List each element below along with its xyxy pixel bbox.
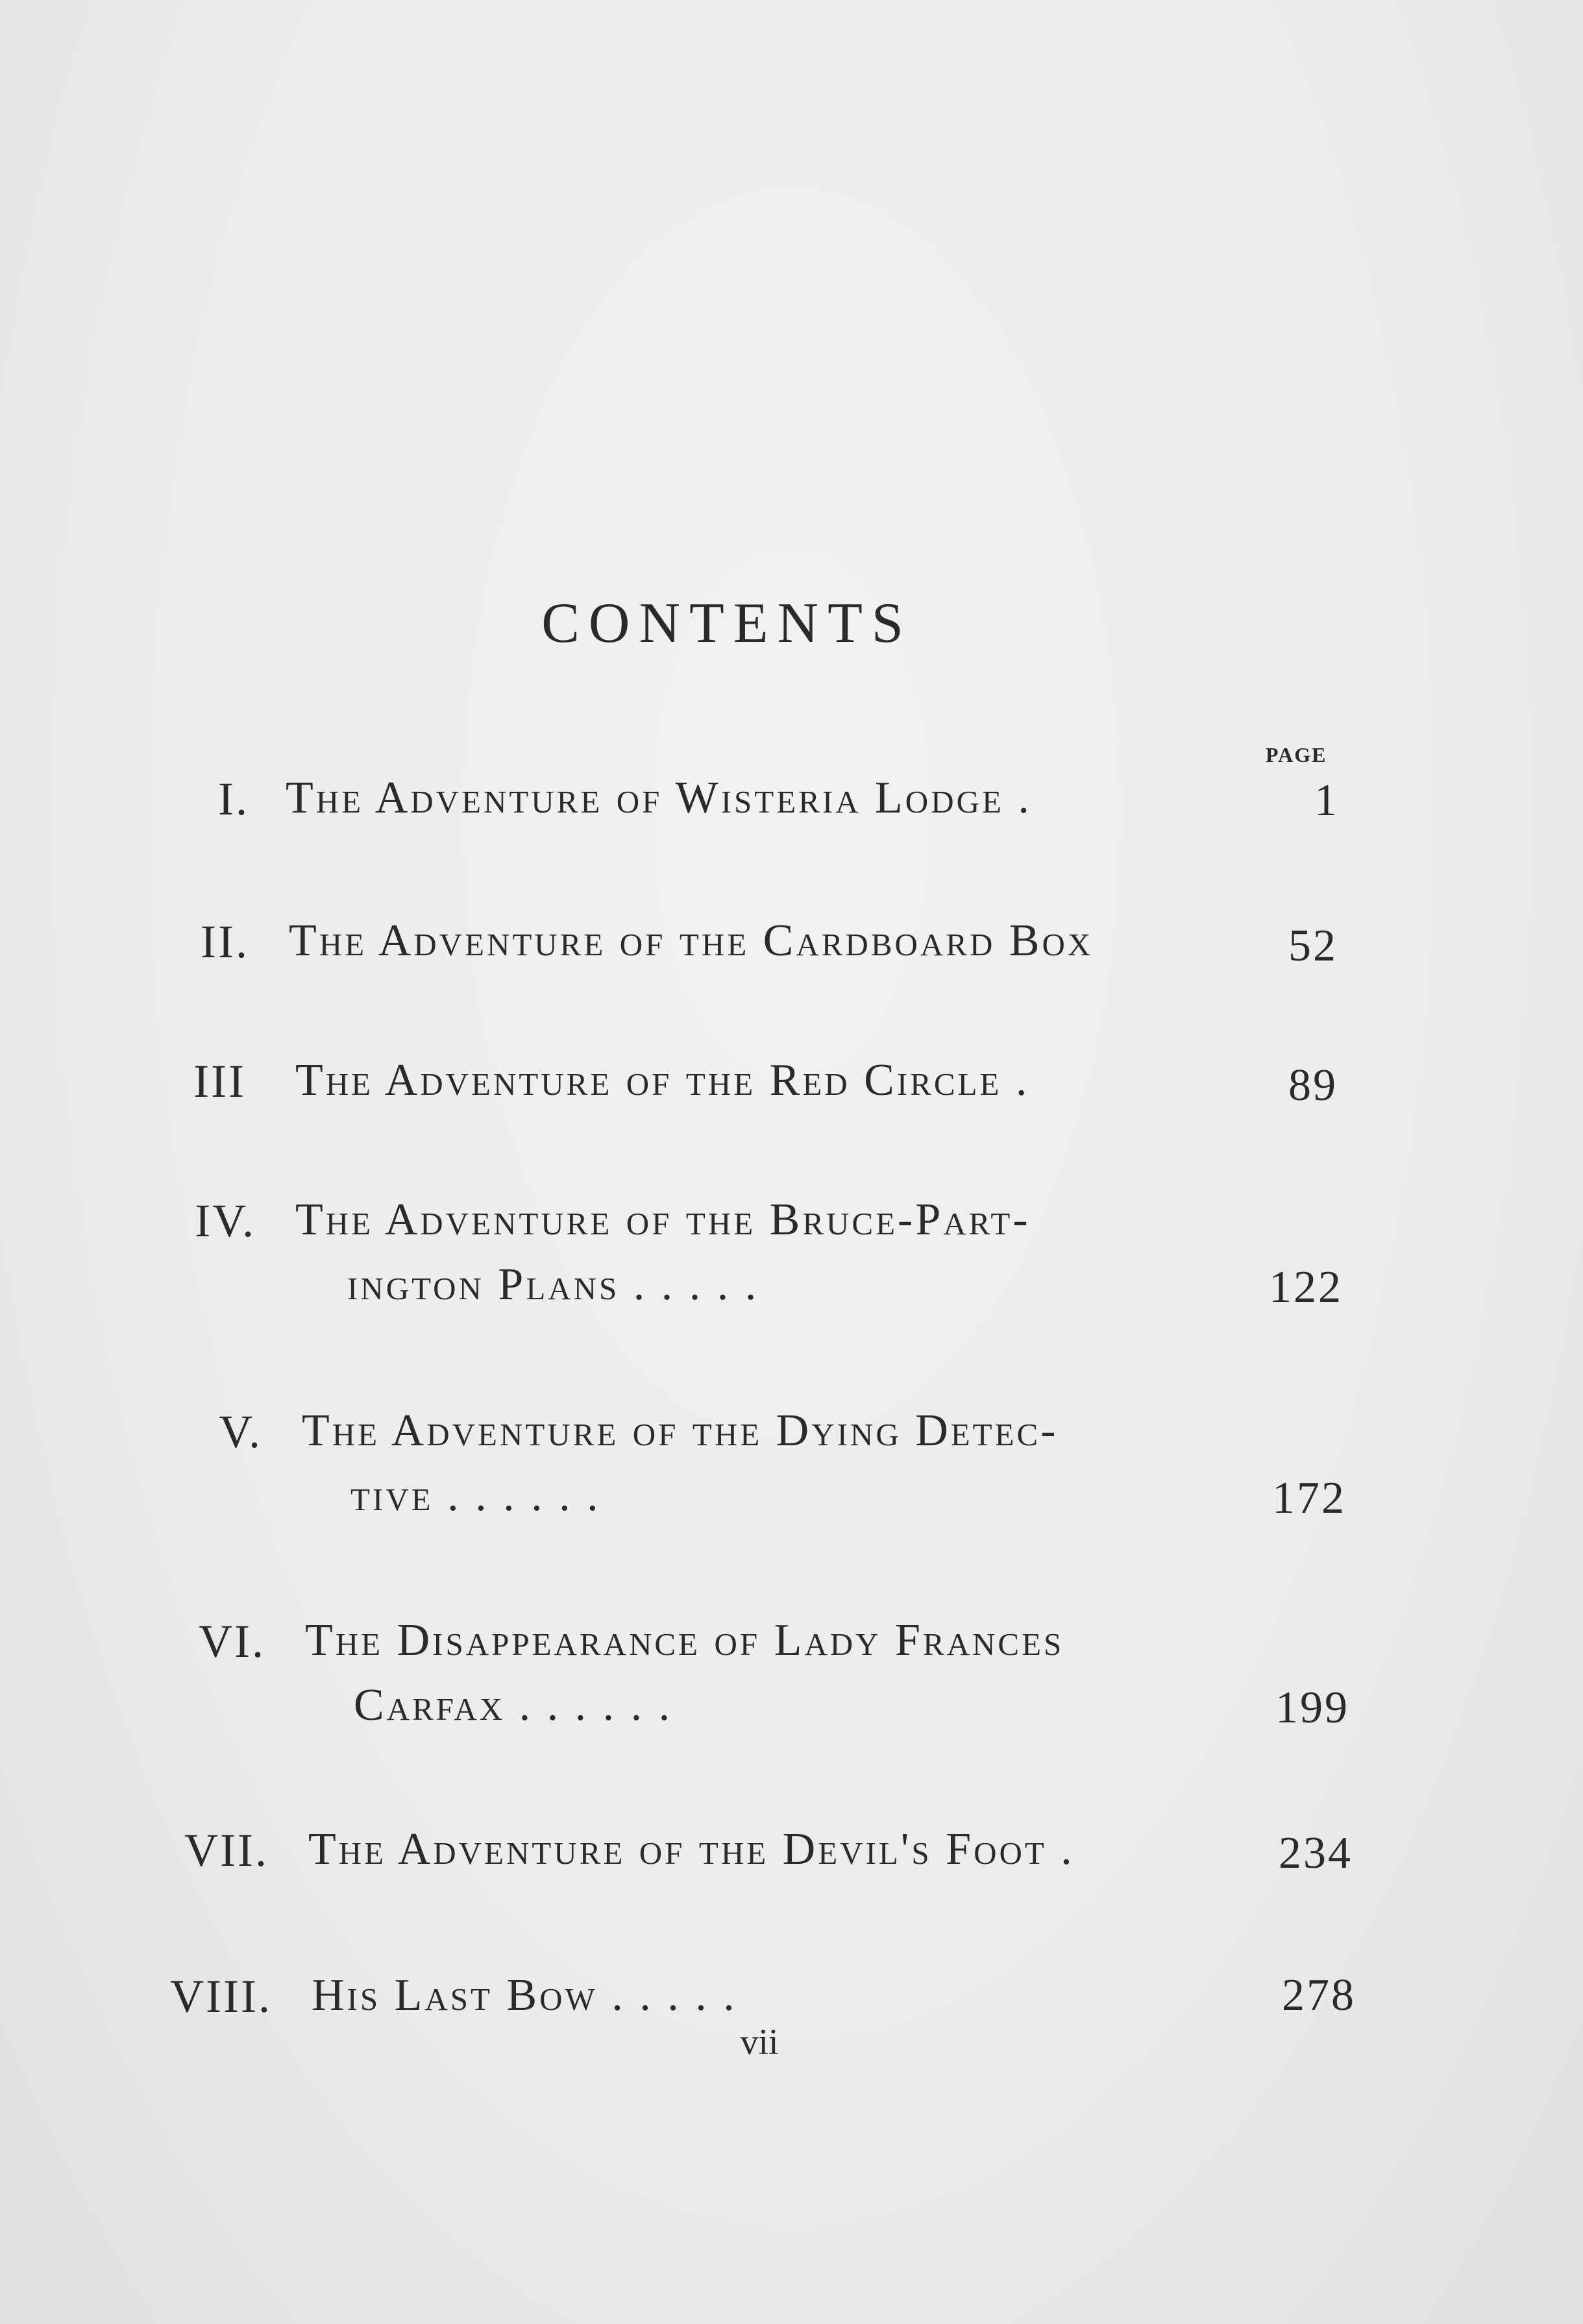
chapter-title-continued: tive . . . . . . xyxy=(350,1471,601,1521)
chapter-numeral: I. xyxy=(218,773,249,825)
chapter-title-continued: ington Plans . . . . . xyxy=(347,1260,759,1310)
chapter-page: 122 xyxy=(1269,1262,1343,1312)
chapter-title: The Adventure of the Red Circle . xyxy=(295,1055,1030,1105)
chapter-title: The Disappearance of Lady Frances xyxy=(305,1615,1064,1665)
chapter-numeral: VII. xyxy=(184,1824,269,1876)
chapter-title: The Adventure of the Dying Detec- xyxy=(302,1406,1059,1456)
page-column-heading: PAGE xyxy=(1266,743,1327,766)
chapter-page: 234 xyxy=(1279,1828,1353,1878)
chapter-numeral: VIII. xyxy=(170,1970,272,2022)
toc-entry xyxy=(0,1608,1583,1738)
page-folio: vii xyxy=(740,2022,779,2062)
toc-entry xyxy=(0,766,1583,896)
chapter-page: 52 xyxy=(1288,921,1338,971)
page-title: CONTENTS xyxy=(541,592,913,655)
chapter-numeral: V. xyxy=(219,1406,262,1458)
chapter-title: His Last Bow . . . . . xyxy=(312,1970,737,2020)
toc-entry xyxy=(0,909,1583,1038)
chapter-page: 172 xyxy=(1272,1473,1346,1523)
toc-entry xyxy=(0,1399,1583,1528)
chapter-page: 89 xyxy=(1288,1060,1338,1110)
chapter-page: 278 xyxy=(1282,1970,1356,2020)
chapter-numeral: IV. xyxy=(195,1195,256,1247)
chapter-numeral: II. xyxy=(201,916,249,968)
chapter-title-continued: Carfax . . . . . . xyxy=(354,1680,673,1730)
toc-entry xyxy=(0,1817,1583,1947)
chapter-title: The Adventure of the Cardboard Box xyxy=(289,916,1094,966)
chapter-title: The Adventure of the Bruce-Part- xyxy=(295,1195,1031,1245)
chapter-numeral: VI. xyxy=(199,1615,265,1667)
chapter-page: 199 xyxy=(1275,1683,1349,1733)
chapter-title: The Adventure of the Devil's Foot . xyxy=(308,1824,1075,1874)
toc-entry xyxy=(0,1048,1583,1178)
chapter-page: 1 xyxy=(1314,776,1339,826)
toc-entry xyxy=(0,1188,1583,1317)
chapter-numeral: III xyxy=(193,1055,246,1107)
chapter-title: The Adventure of Wisteria Lodge . xyxy=(286,773,1032,823)
